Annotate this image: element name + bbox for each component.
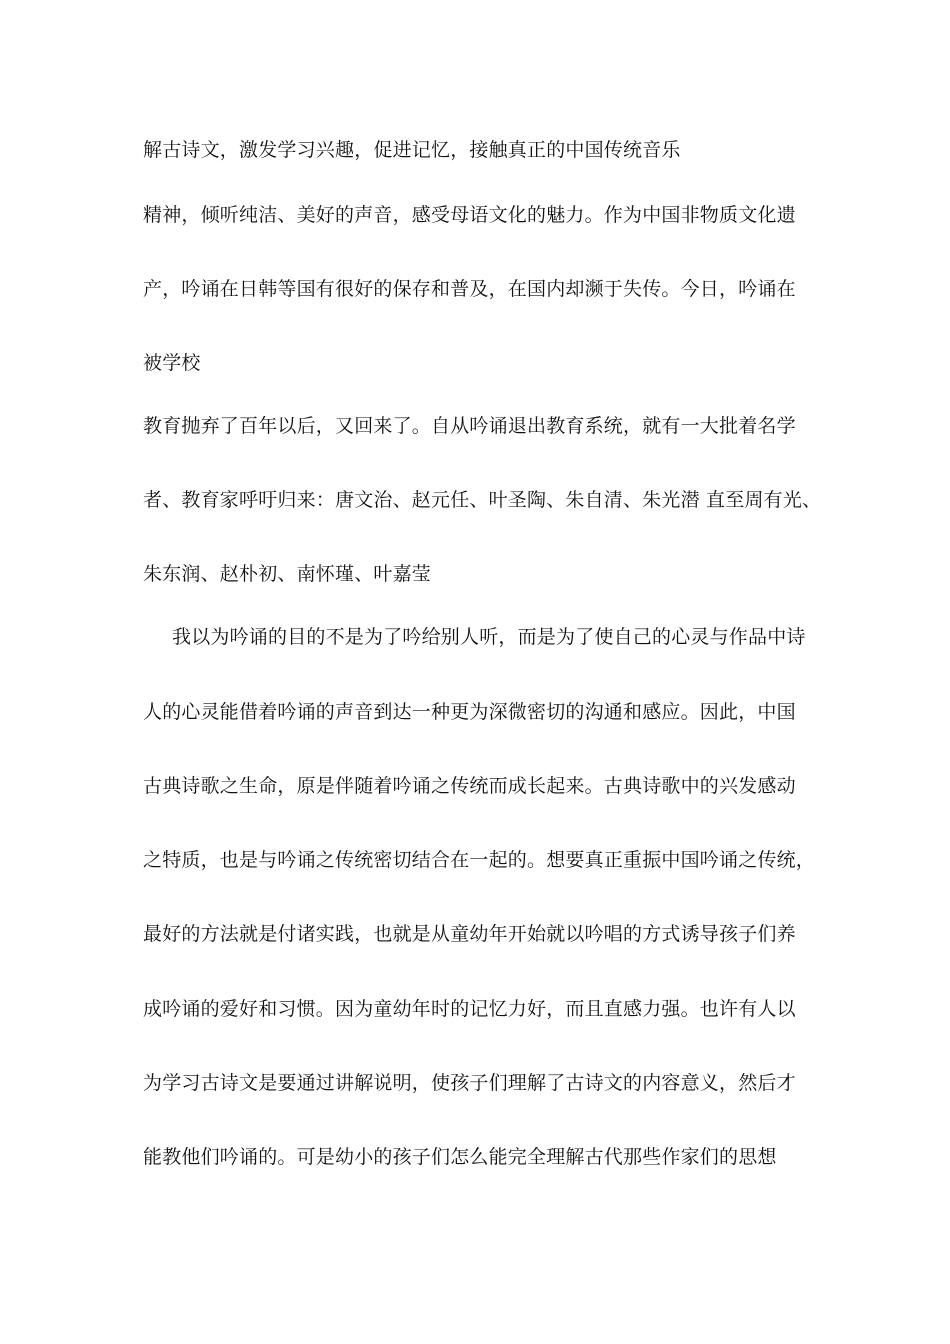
text-line: 成吟诵的爱好和习惯。因为童幼年时的记忆力好，而且直感力强。也许有人以 xyxy=(143,998,796,1020)
text-line: 精神，倾听纯洁、美好的声音，感受母语文化的魅力。作为中国非物质文化遗 xyxy=(143,204,796,226)
text-line: 人的心灵能借着吟诵的声音到达一种更为深微密切的沟通和感应。因此，中国 xyxy=(143,701,796,723)
text-line: 朱东润、赵朴初、南怀瑾、叶嘉莹 xyxy=(143,563,432,585)
text-line: 之特质，也是与吟诵之传统密切结合在一起的。想要真正重振中国吟诵之传统， xyxy=(143,849,816,871)
paragraph-first-line: 我以为吟诵的目的不是为了吟给别人听，而是为了使自己的心灵与作品中诗 xyxy=(172,626,806,648)
text-line: 古典诗歌之生命，原是伴随着吟诵之传统而成长起来。古典诗歌中的兴发感动 xyxy=(143,775,796,797)
text-line: 产，吟诵在日韩等国有很好的保存和普及，在国内却濒于失传。今日，吟诵在 xyxy=(143,278,796,300)
text-line: 为学习古诗文是要通过讲解说明，使孩子们理解了古诗文的内容意义，然后才 xyxy=(143,1072,796,1094)
text-line: 能教他们吟诵的。可是幼小的孩子们怎么能完全理解古代那些作家们的思想 xyxy=(143,1146,777,1168)
text-line: 教育抛弃了百年以后，又回来了。自从吟诵退出教育系统，就有一大批着名学 xyxy=(143,415,796,437)
text-line: 最好的方法就是付诸实践，也就是从童幼年开始就以吟唱的方式诱导孩子们养 xyxy=(143,923,796,945)
text-line: 被学校 xyxy=(143,352,201,374)
text-line: 者、教育家呼吁归来：唐文治、赵元任、叶圣陶、朱自清、朱光潜 直至周有光、 xyxy=(143,489,822,511)
text-line: 解古诗文，激发学习兴趣，促进记忆，接触真正的中国传统音乐 xyxy=(143,139,681,161)
